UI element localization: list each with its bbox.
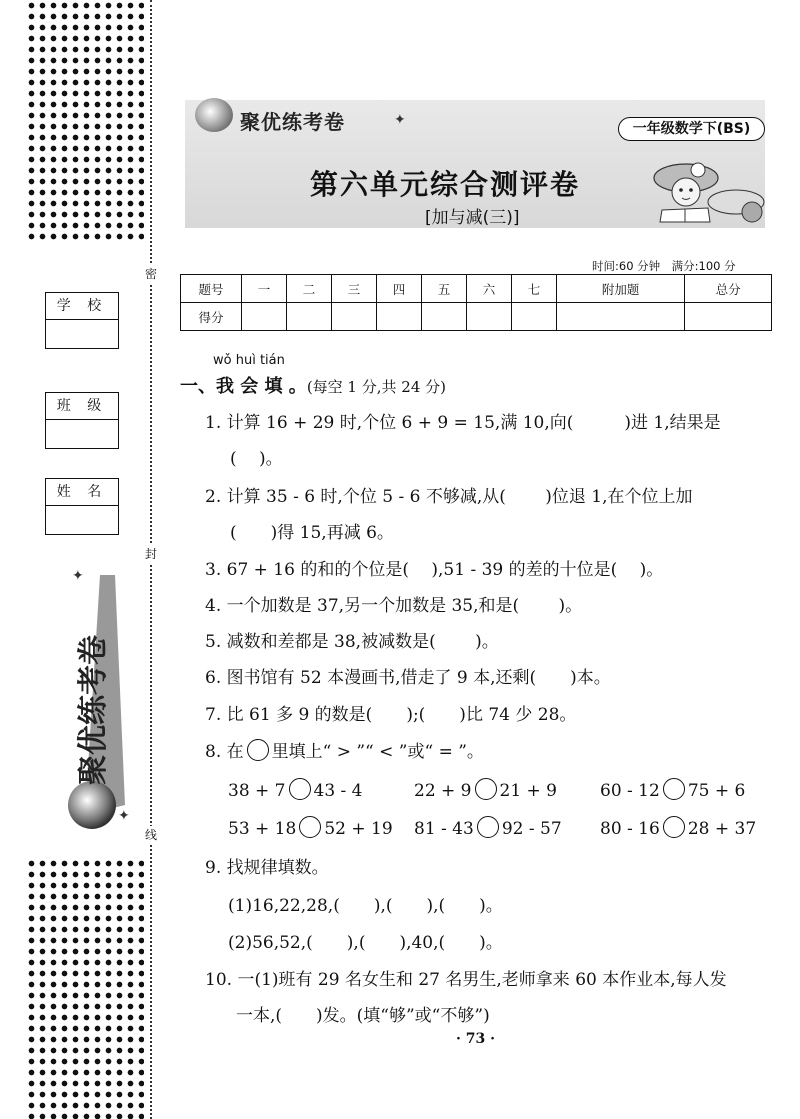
class-label: 班 级 xyxy=(46,393,118,420)
compare-left: 60 - 12 xyxy=(600,781,660,801)
compare-item xyxy=(228,816,393,839)
compare-circle[interactable] xyxy=(663,778,685,800)
question-line: 3. 67 + 16 的和的个位是( ),51 - 39 的差的十位是( )。 xyxy=(205,560,664,580)
table-cell: 附加题 xyxy=(557,275,685,303)
table-cell: 得分 xyxy=(181,303,242,331)
question-line: ( )得 15,再减 6。 xyxy=(230,523,394,543)
compare-circle[interactable] xyxy=(289,778,311,800)
score-cell[interactable] xyxy=(332,303,377,331)
question-line: 9. 找规律填数。 xyxy=(205,858,329,878)
grade-badge: 一年级数学下(BS) xyxy=(618,117,765,141)
question-line: 1. 计算 16 + 29 时,个位 6 + 9 = 15,满 10,向( )进 1,结果是 xyxy=(205,413,721,433)
girl-reading-illustration xyxy=(648,150,766,228)
star-icon: ✦ xyxy=(394,112,406,128)
table-cell: 二 xyxy=(287,275,332,303)
question-line: 6. 图书馆有 52 本漫画书,借走了 9 本,还剩( )本。 xyxy=(205,668,611,688)
table-cell: 三 xyxy=(332,275,377,303)
vertical-brand-text: 聚优练考卷 xyxy=(76,635,111,785)
page-number: · 73 · xyxy=(456,1031,495,1047)
section-heading xyxy=(180,372,446,398)
name-box xyxy=(45,478,119,535)
compare-right: 52 + 19 xyxy=(324,819,393,839)
dot-pattern-top xyxy=(26,0,144,240)
score-cell[interactable] xyxy=(377,303,422,331)
score-cell[interactable] xyxy=(467,303,512,331)
school-field[interactable] xyxy=(46,320,118,348)
class-box xyxy=(45,392,119,449)
score-cell[interactable] xyxy=(287,303,332,331)
score-cell[interactable] xyxy=(422,303,467,331)
svg-text:✦: ✦ xyxy=(72,568,84,584)
table-cell: 五 xyxy=(422,275,467,303)
score-table xyxy=(180,274,772,331)
school-box xyxy=(45,292,119,349)
compare-circle[interactable] xyxy=(299,816,321,838)
side-label-mi: 密 xyxy=(144,267,157,281)
table-cell: 七 xyxy=(512,275,557,303)
question-line: ( )。 xyxy=(230,449,283,469)
compare-left: 22 + 9 xyxy=(414,781,472,801)
score-cell[interactable] xyxy=(685,303,772,331)
compare-right: 28 + 37 xyxy=(687,819,757,839)
compare-right: 75 + 6 xyxy=(687,781,746,801)
question-line: 10. 一(1)班有 29 名女生和 27 名男生,老师拿来 60 本作业本,每人发 xyxy=(205,970,727,990)
compare-left: 38 + 7 xyxy=(228,781,286,801)
name-field[interactable] xyxy=(46,506,118,534)
section-heading-text: 一、我 会 填 。 xyxy=(180,376,307,397)
page-title: 第六单元综合测评卷 xyxy=(310,168,581,201)
cube-logo-icon xyxy=(195,98,233,132)
question-line: 2. 计算 35 - 6 时,个位 5 - 6 不够减,从( )位退 1,在个位上加 xyxy=(205,487,693,507)
section-note: (每空 1 分,共 24 分) xyxy=(306,378,446,396)
compare-circle[interactable] xyxy=(475,778,497,800)
table-cell: 一 xyxy=(242,275,287,303)
side-label-feng: 封 xyxy=(144,547,157,561)
q8-text: 里填上“ > ”“ < ”或“ = ”。 xyxy=(271,742,484,762)
question-line: 5. 减数和差都是 38,被减数是( )。 xyxy=(205,632,499,652)
question-line: (1)16,22,28,( ),( ),( )。 xyxy=(228,896,503,916)
cube-icon xyxy=(68,781,116,829)
score-cell[interactable] xyxy=(242,303,287,331)
q8-prefix: 8. 在 xyxy=(205,742,244,762)
class-field[interactable] xyxy=(46,420,118,448)
table-cell: 六 xyxy=(467,275,512,303)
brand-title: 聚优练考卷 xyxy=(240,110,345,134)
compare-item xyxy=(414,816,562,839)
question-line: 一本,( )发。(填“够”或“不够”) xyxy=(236,1006,490,1026)
compare-left: 81 - 43 xyxy=(414,819,474,839)
school-label: 学 校 xyxy=(46,293,118,320)
score-cell[interactable] xyxy=(557,303,685,331)
table-cell: 总分 xyxy=(685,275,772,303)
question-line: (2)56,52,( ),( ),40,( )。 xyxy=(228,933,503,953)
compare-item xyxy=(414,778,557,801)
score-table-header-row xyxy=(181,275,772,303)
section-pinyin: wǒ huì tián xyxy=(213,353,285,368)
score-table-score-row xyxy=(181,303,772,331)
question-line: 7. 比 61 多 9 的数是( );( )比 74 少 28。 xyxy=(205,705,577,725)
vertical-brand-logo xyxy=(30,565,135,845)
table-cell: 四 xyxy=(377,275,422,303)
side-label-xian: 线 xyxy=(144,828,157,842)
compare-circle[interactable] xyxy=(663,816,685,838)
question-line: 4. 一个加数是 37,另一个加数是 35,和是( )。 xyxy=(205,596,583,616)
svg-text:✦: ✦ xyxy=(118,808,130,824)
compare-left: 53 + 18 xyxy=(228,819,297,839)
score-cell[interactable] xyxy=(512,303,557,331)
question-8 xyxy=(205,737,484,762)
compare-right: 21 + 9 xyxy=(499,781,557,801)
compare-circle-icon xyxy=(247,739,269,761)
table-cell: 题号 xyxy=(181,275,242,303)
compare-item xyxy=(228,778,363,801)
compare-circle[interactable] xyxy=(477,816,499,838)
time-score-info: 时间:60 分钟 满分:100 分 xyxy=(592,259,736,273)
compare-right: 92 - 57 xyxy=(501,819,562,839)
compare-item xyxy=(600,778,745,801)
compare-item xyxy=(600,816,756,839)
name-label: 姓 名 xyxy=(46,479,118,506)
compare-left: 80 - 16 xyxy=(600,819,660,839)
compare-right: 43 - 4 xyxy=(313,781,363,801)
dot-pattern-bottom xyxy=(26,858,144,1119)
page-subtitle: [加与减(三)] xyxy=(425,208,520,228)
